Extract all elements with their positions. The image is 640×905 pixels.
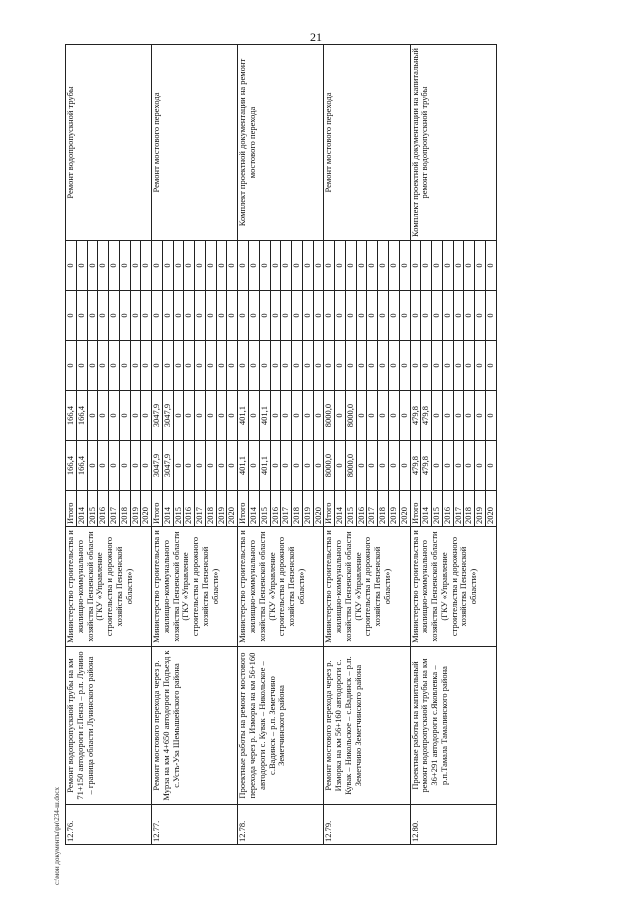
table-row [238,45,249,845]
cell-value-v2: 0 [464,391,475,441]
cell-value-v2: 0 [475,391,486,441]
cell-value-v3: 0 [302,341,313,391]
cell-value-v3: 0 [335,341,346,391]
cell-value-v1: 0 [378,441,389,491]
cell-value-v4: 0 [249,291,260,341]
cell-value-v5: 0 [292,241,303,291]
cell-year: 2020 [141,491,152,527]
cell-value-v1: 0 [270,441,281,491]
cell-value-v3: 0 [485,341,496,391]
cell-value-v2: 0 [141,391,152,441]
cell-value-v4: 0 [152,291,163,341]
cell-name: Ремонт водопропускной трубы на км 71+150 автодороги г.Пенза – р.п. Лунино – граница области Лунинского района [66,647,152,805]
cell-value-v4: 0 [98,291,109,341]
cell-value-v2: 3047,9 [152,391,163,441]
cell-value-v1: 3047,9 [162,441,173,491]
file-path-footer: c:\мои документы\ри\234-ш.docx [53,787,61,885]
cell-year: 2017 [453,491,464,527]
cell-value-v4: 0 [162,291,173,341]
cell-executor: Министерство строительства и жилищно-коммунального хозяйства Пензенской области (ГКУ «Управление строительства и дорожного хозяйства Пензенской области») [238,527,324,647]
cell-value-v3: 0 [421,341,432,391]
cell-value-v5: 0 [238,241,249,291]
cell-value-v2: 8000,0 [324,391,335,441]
cell-value-v2: 166,4 [66,391,77,441]
cell-value-v3: 0 [259,341,270,391]
cell-value-v4: 0 [238,291,249,341]
cell-executor: Министерство строительства и жилищно-коммунального хозяйства Пензенской области (ГКУ «Управление строительства и дорожного хозяйства Пензенской области») [410,527,496,647]
cell-value-v5: 0 [109,241,120,291]
cell-value-v2: 8000,0 [345,391,356,441]
cell-year: 2017 [281,491,292,527]
cell-value-v3: 0 [345,341,356,391]
cell-value-v2: 0 [173,391,184,441]
cell-value-v2: 0 [249,391,260,441]
cell-no: 12.80. [410,805,496,845]
cell-value-v4: 0 [453,291,464,341]
cell-year: 2015 [345,491,356,527]
cell-name: Проектные работы на капитальный ремонт водопропускной трубы на км 36+291 автодороги с.Яковлевка – р.п.Тамала Тамалинского района [410,647,496,805]
cell-value-v4: 0 [313,291,324,341]
cell-value-v2: 0 [227,391,238,441]
program-table [65,44,497,845]
cell-value-v5: 0 [475,241,486,291]
cell-value-v3: 0 [367,341,378,391]
cell-value-v1: 0 [205,441,216,491]
cell-value-v1: 0 [399,441,410,491]
cell-value-v5: 0 [388,241,399,291]
cell-year: 2019 [130,491,141,527]
cell-value-v5: 0 [313,241,324,291]
cell-value-v1: 0 [367,441,378,491]
cell-result: Комплект проектной документации на капитальный ремонт водопропускной трубы [410,45,496,241]
cell-value-v3: 0 [130,341,141,391]
cell-value-v5: 0 [205,241,216,291]
cell-value-v2: 0 [195,391,206,441]
cell-year: 2020 [485,491,496,527]
cell-value-v4: 0 [66,291,77,341]
cell-value-v4: 0 [421,291,432,341]
cell-result: Ремонт мостового перехода [324,45,410,241]
cell-value-v4: 0 [130,291,141,341]
cell-value-v5: 0 [173,241,184,291]
cell-value-v4: 0 [432,291,443,341]
cell-value-v3: 0 [195,341,206,391]
cell-value-v5: 0 [324,241,335,291]
cell-year: 2016 [270,491,281,527]
cell-value-v1: 0 [87,441,98,491]
cell-value-v5: 0 [281,241,292,291]
cell-year: Итого [410,491,421,527]
cell-value-v5: 0 [356,241,367,291]
cell-value-v5: 0 [195,241,206,291]
cell-year: 2017 [109,491,120,527]
cell-value-v3: 0 [216,341,227,391]
cell-value-v2: 401,1 [238,391,249,441]
cell-value-v2: 0 [378,391,389,441]
cell-value-v2: 3047,9 [162,391,173,441]
cell-value-v3: 0 [184,341,195,391]
table-row [410,45,421,845]
cell-value-v3: 0 [313,341,324,391]
cell-no: 12.77. [152,805,238,845]
cell-value-v2: 0 [98,391,109,441]
cell-value-v5: 0 [162,241,173,291]
rotated-table-container [65,45,585,845]
cell-year: 2014 [162,491,173,527]
cell-value-v3: 0 [442,341,453,391]
cell-value-v1: 0 [356,441,367,491]
cell-year: Итого [324,491,335,527]
cell-year: 2020 [313,491,324,527]
cell-value-v3: 0 [475,341,486,391]
cell-value-v5: 0 [76,241,87,291]
cell-value-v3: 0 [109,341,120,391]
cell-value-v5: 0 [485,241,496,291]
cell-value-v5: 0 [152,241,163,291]
cell-value-v4: 0 [259,291,270,341]
cell-value-v2: 0 [453,391,464,441]
cell-year: 2014 [335,491,346,527]
cell-value-v2: 0 [399,391,410,441]
cell-value-v4: 0 [356,291,367,341]
cell-year: Итого [152,491,163,527]
cell-value-v2: 479,8 [410,391,421,441]
cell-value-v4: 0 [464,291,475,341]
cell-value-v5: 0 [399,241,410,291]
cell-value-v3: 0 [98,341,109,391]
cell-value-v1: 0 [302,441,313,491]
cell-year: 2018 [378,491,389,527]
cell-value-v3: 0 [432,341,443,391]
cell-value-v4: 0 [324,291,335,341]
cell-value-v5: 0 [442,241,453,291]
cell-value-v1: 0 [130,441,141,491]
cell-value-v1: 166,4 [76,441,87,491]
cell-name: Ремонт мостового перехода через р. Изморка на км 56+160 автодороги с. Кувак – Никольское – с.Вадинск – р.п. Земетчино Земетчинского района [324,647,410,805]
cell-value-v4: 0 [345,291,356,341]
cell-value-v5: 0 [464,241,475,291]
cell-value-v4: 0 [227,291,238,341]
cell-value-v2: 0 [205,391,216,441]
cell-value-v2: 479,8 [421,391,432,441]
cell-value-v5: 0 [432,241,443,291]
cell-value-v2: 0 [388,391,399,441]
cell-value-v5: 0 [130,241,141,291]
cell-value-v2: 0 [442,391,453,441]
cell-value-v4: 0 [485,291,496,341]
cell-year: 2016 [356,491,367,527]
cell-value-v2: 0 [119,391,130,441]
cell-value-v2: 0 [432,391,443,441]
cell-value-v5: 0 [98,241,109,291]
cell-year: 2018 [464,491,475,527]
cell-value-v3: 0 [119,341,130,391]
cell-year: 2019 [216,491,227,527]
cell-value-v4: 0 [442,291,453,341]
table-row [66,45,77,845]
cell-value-v1: 0 [249,441,260,491]
cell-value-v1: 0 [464,441,475,491]
cell-year: 2017 [195,491,206,527]
cell-result: Комплект проектной документации на ремонт мостового перехода [238,45,324,241]
cell-no: 12.79. [324,805,410,845]
cell-value-v3: 0 [152,341,163,391]
cell-value-v4: 0 [281,291,292,341]
cell-value-v1: 0 [432,441,443,491]
cell-value-v1: 479,8 [410,441,421,491]
cell-value-v4: 0 [173,291,184,341]
cell-value-v2: 0 [485,391,496,441]
cell-value-v1: 0 [98,441,109,491]
cell-value-v3: 0 [238,341,249,391]
cell-value-v2: 0 [130,391,141,441]
cell-value-v1: 0 [227,441,238,491]
cell-value-v1: 0 [281,441,292,491]
cell-value-v5: 0 [66,241,77,291]
cell-value-v4: 0 [216,291,227,341]
cell-year: Итого [238,491,249,527]
cell-value-v1: 0 [335,441,346,491]
cell-value-v1: 3047,9 [152,441,163,491]
cell-value-v4: 0 [367,291,378,341]
cell-value-v5: 0 [453,241,464,291]
cell-value-v4: 0 [119,291,130,341]
table-body [66,45,497,845]
cell-year: 2014 [76,491,87,527]
cell-value-v1: 0 [109,441,120,491]
cell-value-v2: 0 [281,391,292,441]
cell-year: 2018 [119,491,130,527]
cell-value-v1: 0 [475,441,486,491]
table-row [324,45,335,845]
cell-value-v3: 0 [162,341,173,391]
cell-value-v3: 0 [281,341,292,391]
cell-value-v3: 0 [378,341,389,391]
cell-value-v5: 0 [410,241,421,291]
cell-year: 2015 [432,491,443,527]
cell-value-v4: 0 [335,291,346,341]
cell-value-v5: 0 [345,241,356,291]
cell-value-v1: 0 [195,441,206,491]
cell-value-v1: 0 [485,441,496,491]
cell-value-v3: 0 [324,341,335,391]
cell-value-v1: 0 [173,441,184,491]
cell-value-v4: 0 [292,291,303,341]
cell-value-v1: 0 [388,441,399,491]
cell-value-v5: 0 [259,241,270,291]
cell-value-v4: 0 [388,291,399,341]
cell-executor: Министерство строительства и жилищно-коммунального хозяйства Пензенской области (ГКУ «Управление строительства и дорожного хозяйства Пензенской области») [152,527,238,647]
cell-value-v3: 0 [292,341,303,391]
cell-value-v1: 0 [313,441,324,491]
page-number: 21 [310,30,322,44]
cell-value-v3: 0 [87,341,98,391]
cell-year: 2020 [399,491,410,527]
cell-name: Ремонт мостового перехода через р. Мурза на км 4+650 автодороги Подъезд к с.Усть-Уза Шемышейского района [152,647,238,805]
cell-value-v3: 0 [141,341,152,391]
cell-value-v4: 0 [195,291,206,341]
cell-value-v3: 0 [249,341,260,391]
cell-value-v1: 166,4 [66,441,77,491]
cell-value-v2: 0 [109,391,120,441]
cell-value-v3: 0 [356,341,367,391]
cell-value-v1: 0 [216,441,227,491]
cell-value-v1: 401,1 [238,441,249,491]
cell-value-v1: 0 [453,441,464,491]
cell-value-v4: 0 [270,291,281,341]
table-row [152,45,163,845]
cell-value-v5: 0 [249,241,260,291]
cell-value-v3: 0 [76,341,87,391]
cell-value-v2: 0 [335,391,346,441]
cell-value-v3: 0 [399,341,410,391]
cell-year: 2014 [421,491,432,527]
cell-value-v5: 0 [302,241,313,291]
cell-year: 2014 [249,491,260,527]
cell-value-v3: 0 [205,341,216,391]
cell-value-v5: 0 [227,241,238,291]
cell-no: 12.78. [238,805,324,845]
cell-executor: Министерство строительства и жилищно-коммунального хозяйства Пензенской области (ГКУ «Управление строительства и дорожного хозяйства Пензенской области») [66,527,152,647]
cell-value-v2: 166,4 [76,391,87,441]
cell-value-v3: 0 [388,341,399,391]
cell-value-v1: 8000,0 [345,441,356,491]
cell-result: Ремонт водопропускной трубы [66,45,152,241]
cell-value-v2: 0 [184,391,195,441]
cell-value-v4: 0 [205,291,216,341]
cell-value-v2: 0 [270,391,281,441]
cell-year: 2019 [302,491,313,527]
cell-year: Итого [66,491,77,527]
cell-value-v3: 0 [410,341,421,391]
cell-value-v3: 0 [464,341,475,391]
cell-year: 2017 [367,491,378,527]
cell-value-v4: 0 [76,291,87,341]
cell-value-v1: 8000,0 [324,441,335,491]
cell-value-v1: 0 [141,441,152,491]
cell-value-v4: 0 [109,291,120,341]
cell-year: 2018 [292,491,303,527]
cell-year: 2020 [227,491,238,527]
cell-value-v5: 0 [335,241,346,291]
cell-value-v2: 0 [87,391,98,441]
cell-value-v2: 0 [302,391,313,441]
cell-value-v2: 0 [216,391,227,441]
cell-value-v3: 0 [66,341,77,391]
cell-value-v3: 0 [453,341,464,391]
cell-value-v1: 479,8 [421,441,432,491]
cell-value-v5: 0 [87,241,98,291]
cell-value-v5: 0 [141,241,152,291]
cell-value-v2: 0 [292,391,303,441]
cell-value-v2: 0 [313,391,324,441]
cell-result: Ремонт мостового перехода [152,45,238,241]
cell-value-v3: 0 [173,341,184,391]
cell-value-v1: 0 [442,441,453,491]
cell-year: 2019 [388,491,399,527]
cell-value-v5: 0 [184,241,195,291]
cell-value-v4: 0 [410,291,421,341]
cell-year: 2016 [184,491,195,527]
cell-year: 2019 [475,491,486,527]
cell-value-v2: 401,1 [259,391,270,441]
cell-value-v4: 0 [184,291,195,341]
cell-value-v3: 0 [227,341,238,391]
cell-value-v2: 0 [356,391,367,441]
cell-value-v4: 0 [399,291,410,341]
cell-value-v3: 0 [270,341,281,391]
cell-year: 2015 [173,491,184,527]
cell-name: Проектные работы на ремонт мостового перехода через р. Изморка на км 56+160 автодороги с. Кувак – Никольское – с.Вадинск – р.п. Земетчино Земетчинского района [238,647,324,805]
cell-value-v5: 0 [421,241,432,291]
cell-value-v5: 0 [216,241,227,291]
cell-year: 2016 [98,491,109,527]
cell-value-v5: 0 [270,241,281,291]
cell-executor: Министерство строительства и жилищно-коммунального хозяйства Пензенской области (ГКУ «Управление строительства и дорожного хозяйства Пензенской области») [324,527,410,647]
cell-value-v4: 0 [302,291,313,341]
cell-year: 2015 [259,491,270,527]
cell-value-v5: 0 [119,241,130,291]
cell-year: 2018 [205,491,216,527]
cell-value-v1: 0 [184,441,195,491]
cell-value-v1: 401,1 [259,441,270,491]
cell-value-v2: 0 [367,391,378,441]
cell-value-v4: 0 [87,291,98,341]
cell-value-v4: 0 [141,291,152,341]
cell-year: 2015 [87,491,98,527]
cell-value-v1: 0 [119,441,130,491]
cell-no: 12.76. [66,805,152,845]
cell-value-v1: 0 [292,441,303,491]
cell-value-v5: 0 [367,241,378,291]
cell-value-v4: 0 [378,291,389,341]
cell-value-v4: 0 [475,291,486,341]
cell-year: 2016 [442,491,453,527]
cell-value-v5: 0 [378,241,389,291]
